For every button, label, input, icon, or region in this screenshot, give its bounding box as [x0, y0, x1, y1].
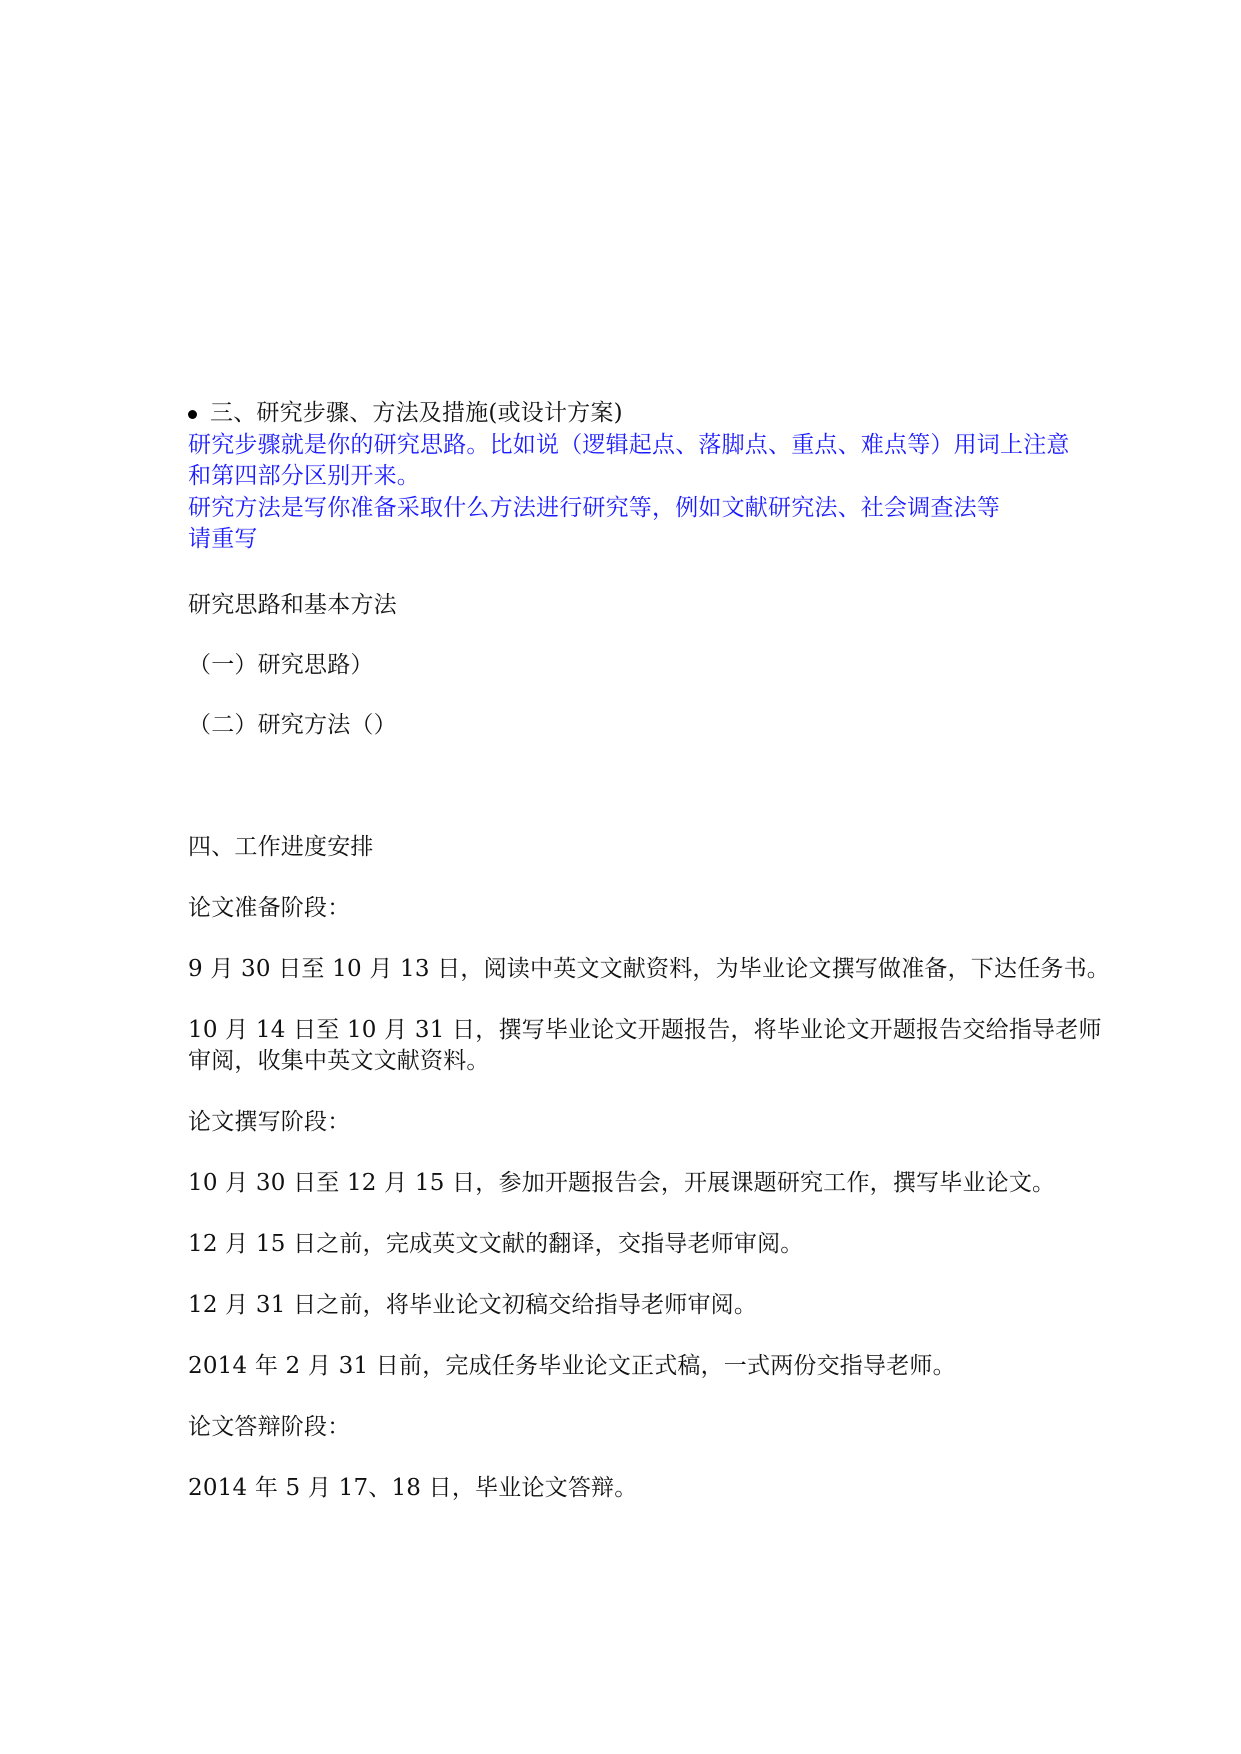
stage1-line-1: 9 月 30 日至 10 月 13 日，阅读中英文文献资料，为毕业论文撰写做准备，下达任务书。 — [188, 956, 1111, 982]
stage1-title: 论文准备阶段： — [188, 895, 351, 921]
stage3-title: 论文答辩阶段： — [188, 1414, 351, 1440]
stage2-line-2: 12 月 15 日之前，完成英文文献的翻译，交指导老师审阅。 — [188, 1231, 804, 1257]
stage2-line-3: 12 月 31 日之前，将毕业论文初稿交给指导老师审阅。 — [188, 1292, 758, 1318]
section3-item-2: （二）研究方法（） — [188, 712, 397, 738]
section3-subtitle: 研究思路和基本方法 — [188, 592, 397, 618]
stage1-line-2a: 10 月 14 日至 10 月 31 日，撰写毕业论文开题报告，将毕业论文开题报告交给指导老师 — [188, 1017, 1102, 1043]
note-line-4: 请重写 — [188, 526, 258, 552]
section4-heading: 四、工作进度安排 — [188, 834, 374, 860]
note-line-1: 研究步骤就是你的研究思路。比如说（逻辑起点、落脚点、重点、难点等）用词上注意 — [188, 432, 1070, 458]
note-line-2: 和第四部分区别开来。 — [188, 463, 420, 489]
stage3-line-1: 2014 年 5 月 17、18 日，毕业论文答辩。 — [188, 1475, 638, 1501]
stage2-title: 论文撰写阶段： — [188, 1109, 351, 1135]
bullet-icon — [188, 410, 197, 419]
section3-item-1: （一）研究思路） — [188, 652, 374, 678]
stage2-line-1: 10 月 30 日至 12 月 15 日，参加开题报告会，开展课题研究工作，撰写毕业论文。 — [188, 1170, 1056, 1196]
note-line-3: 研究方法是写你准备采取什么方法进行研究等，例如文献研究法、社会调查法等 — [188, 495, 1000, 521]
stage2-line-4: 2014 年 2 月 31 日前，完成任务毕业论文正式稿，一式两份交指导老师。 — [188, 1353, 956, 1379]
stage1-line-2b: 审阅，收集中英文文献资料。 — [188, 1048, 490, 1074]
section3-heading: 三、研究步骤、方法及措施(或设计方案) — [210, 400, 623, 426]
